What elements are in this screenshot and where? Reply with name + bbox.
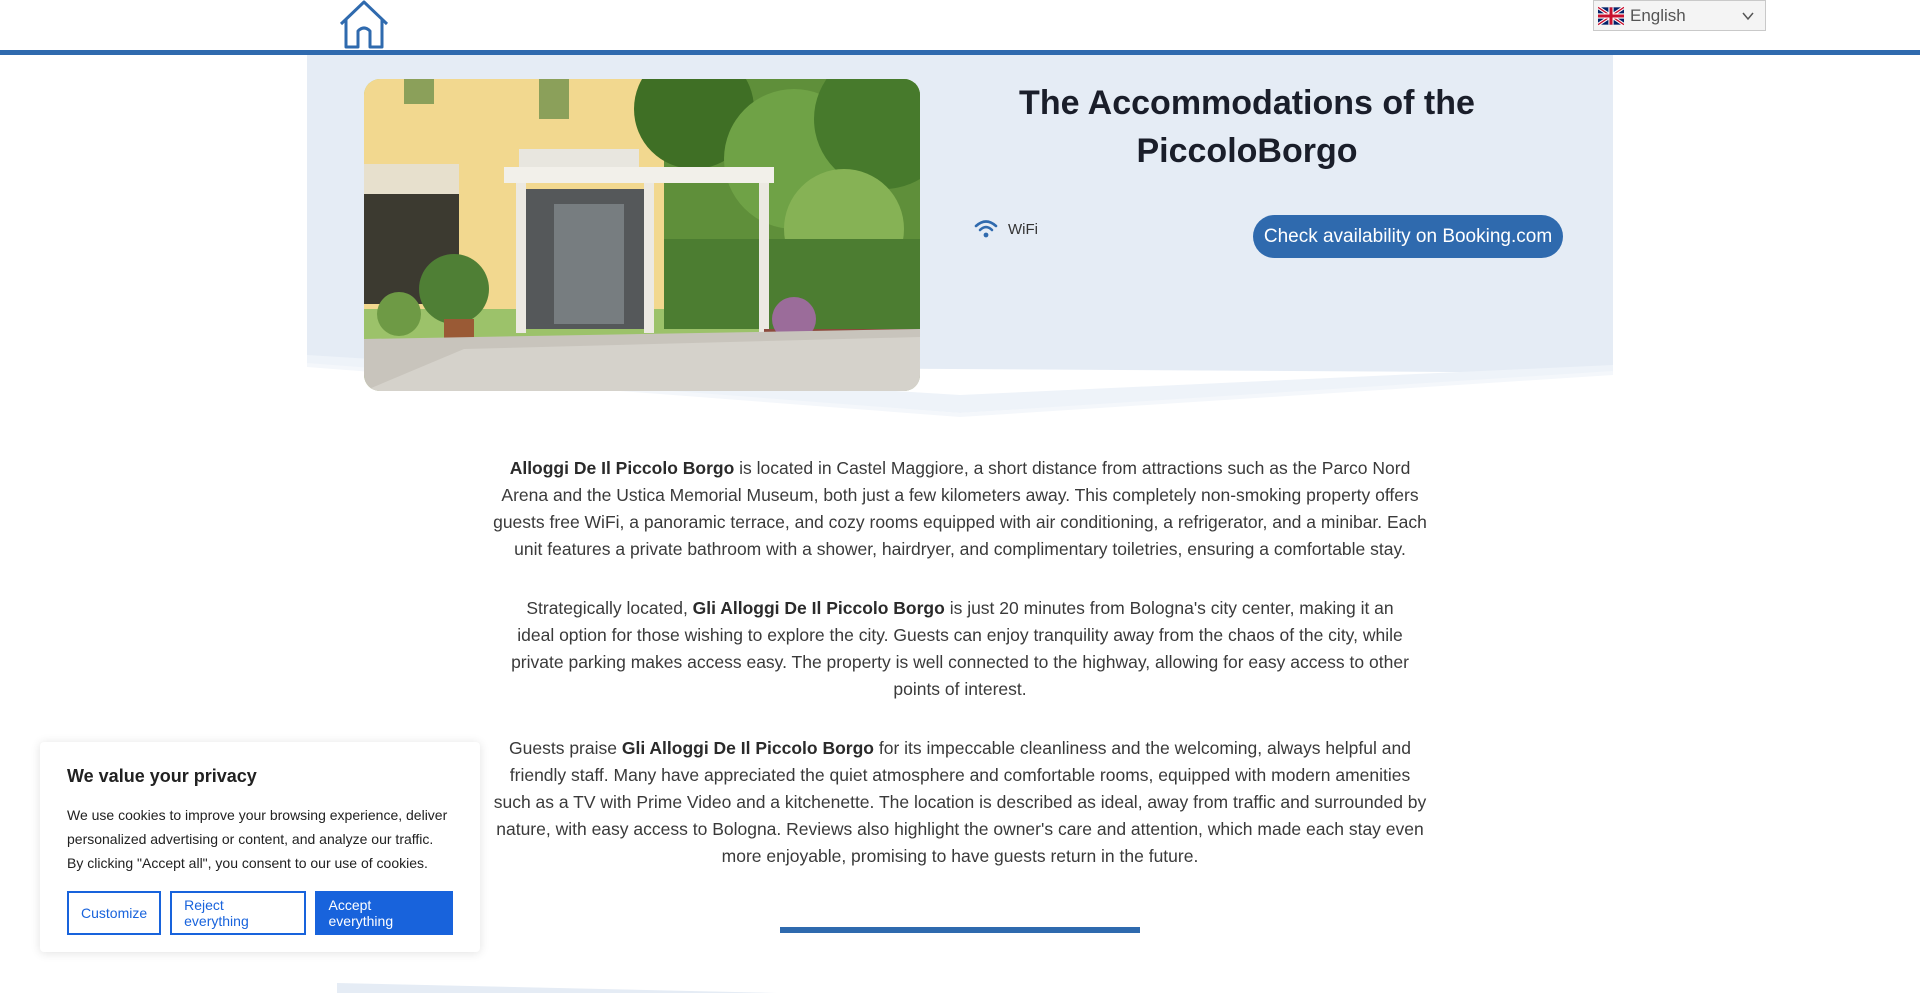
property-name-bold: Alloggi De Il Piccolo Borgo <box>509 458 735 478</box>
description-paragraph-2: Strategically located, Gli Alloggi De Il Piccolo Borgo is just 20 minutes from Bologna's city center, making it an ideal option for those wishing to explore the city. Guests can enjoy tranquility away from the chaos of the city, while private parking makes access easy. The property is well connected to the highway, allowing for easy access to other points of interest. <box>511 598 1409 699</box>
check-availability-button[interactable]: Check availability on Booking.com <box>1253 215 1563 258</box>
uk-flag-icon <box>1598 6 1624 26</box>
reject-button[interactable]: Reject everything <box>170 891 305 935</box>
description-content <box>490 455 1430 902</box>
amenity-wifi <box>974 219 1038 239</box>
description-paragraph-1: Alloggi De Il Piccolo Borgo is located in Castel Maggiore, a short distance from attractions such as the Parco Nord Arena and the Ustica Memorial Museum, both just a few kilometers away. This completely non-smoking property offers guests free WiFi, a panoramic terrace, and cozy rooms equipped with air conditioning, a refrigerator, and a minibar. Each unit features a private bathroom with a shower, hairdryer, and complimentary toiletries, ensuring a comfortable stay. <box>493 458 1427 559</box>
home-link[interactable] <box>337 0 391 50</box>
cookie-description: We use cookies to improve your browsing experience, deliver personalized advertising or content, and analyze our traffic. By clicking "Accept all", you consent to our use of cookies. <box>67 807 448 871</box>
hero-title: The Accommodations of the PiccoloBorgo <box>1019 84 1475 170</box>
accept-button[interactable]: Accept everything <box>315 891 453 935</box>
section-divider <box>780 927 1140 933</box>
site-header <box>0 0 1920 50</box>
next-section-shape <box>337 983 777 993</box>
property-name-bold: Gli Alloggi De Il Piccolo Borgo <box>621 738 874 758</box>
property-name-bold: Gli Alloggi De Il Piccolo Borgo <box>692 598 945 618</box>
cookie-title: We value your privacy <box>67 766 257 786</box>
cookie-buttons <box>67 891 453 935</box>
description-paragraph-3: Guests praise Gli Alloggi De Il Piccolo Borgo for its impeccable cleanliness and the welcoming, always helpful and friendly staff. Many have appreciated the quiet atmosphere and comfortable rooms, equipped with modern amenities such as a TV with Prime Video and a kitchenette. The location is described as ideal, away from traffic and surrounded by nature, with easy access to Bologna. Reviews also highlight the owner's care and attention, which made each stay even more enjoyable, promising to have guests return in the future. <box>493 738 1427 866</box>
hero-photo <box>364 79 920 391</box>
cookie-consent-banner <box>40 742 480 952</box>
language-selected-label: English <box>1630 5 1686 25</box>
language-selector[interactable] <box>1593 0 1766 31</box>
customize-button[interactable]: Customize <box>67 891 161 935</box>
amenity-wifi-label: WiFi <box>1008 220 1038 238</box>
wifi-icon <box>974 219 998 239</box>
hero-section <box>307 55 1613 420</box>
home-icon <box>337 0 391 50</box>
chevron-down-icon <box>1741 9 1755 23</box>
